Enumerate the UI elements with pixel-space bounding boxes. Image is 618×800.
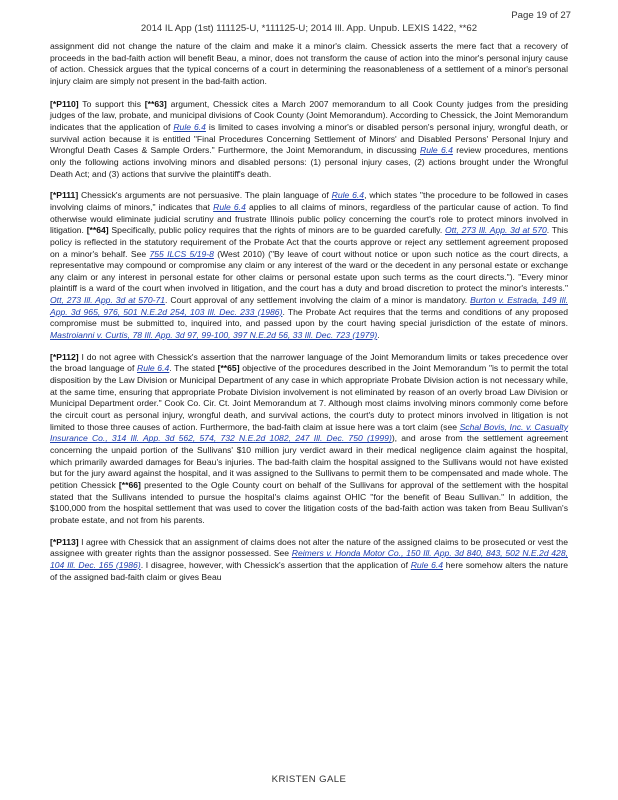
paragraph-text: I do not agree with Chessick's assertion that the narrower language of the Joint Memorandum limits or takes precedence over the broad language of (50, 351, 568, 374)
paragraph-text: argument, Chessick cites a March 2007 memorandum to all Cook County judges from the presiding judges of the law, probate, and municipal divisions of Cook County (Joint Memorandum). According to Chessick, the Joint Memorandum indicates that the application of (50, 98, 569, 132)
citation-link[interactable]: Mastroianni v. Curtis, 78 Ill. App. 3d 97, 99-100, 397 N.E.2d 56, 33 Ill. Dec. 723 (1979) (50, 330, 378, 341)
paragraph-text: Chessick's arguments are not persuasive. The plain language of (78, 190, 332, 201)
paragraph-text: . The Probate Act requires that the terms and conditions of any proposed compromise must be submitted to, inquired into, and passed upon by the court having special jurisdiction of the estate of minors. (50, 306, 568, 329)
paragraph-p112 (50, 352, 568, 527)
citation-link[interactable]: Rule 6.4 (419, 145, 453, 156)
paragraph-marker: [*P112] (50, 351, 79, 362)
paragraph-text: ), and arose from the settlement agreement concerning the unpaid portion of the Sullivans' $10 million jury verdict award in their medical negligence claim against the hospital, which primarily awarded damages for Beau's injuries. The bad-faith claim the hospital assigned to the Sullivans would not have existed but for the jury award against the hospital, and it was assigned to the Sullivans to permit them to be compensated and made whole. The petition Chessick (50, 433, 569, 490)
paragraph-p110 (50, 99, 568, 181)
footer-name: KRISTEN GALE (271, 774, 347, 785)
paragraph-text: assignment did not change the nature of the claim and make it a minor's claim. Chessick asserts the mere fact that a recovery of proceeds in the bad-faith action will benefit Beau, a minor, does not transform the cause of action into the minor's personal injury cause of action. Chessick argues that the typical concerns of a court in determining the reasonableness of a settlement of a minor's personal injury claim are simply not present in the bad-faith action. (50, 41, 568, 86)
citation-link[interactable]: Schal Bovis, Inc. v. Casualty Insurance Co., 314 Ill. App. 3d 562, 574, 732 N.E.2d 1082, 247 Ill. Dec. 750 (1999) (50, 421, 568, 444)
paragraph-text: presented to the Ogle County court on behalf of the Sullivans for approval of the settlement with the hospital stated that the Sullivans intended to pursue the hospital's claims against OHIC "for the benefit of Beau Sullivan." In addition, the $100,000 from the hospital settlement that was used to cover the litigation costs of the bad-faith action was taken from Beau Sullivan's probate estate, and not from his parents. (50, 479, 568, 525)
paragraph-text: . This policy is reflected in the statutory requirement of the Probate Act that the courts approve or reject any settlement agreement proposed on a minor's behalf. See (50, 225, 568, 259)
paragraph-marker: [*P111] (50, 190, 79, 201)
paragraph-continued (50, 41, 568, 88)
paragraph-text: applies to all claims of minors, regardless of the particular cause of action. To find otherwise would eliminate judicial scrutiny and frustrate Illinois public policy concerning the court's role to protect minors involved in litigation. (50, 201, 568, 236)
paragraph-p111 (50, 190, 568, 342)
paragraph-marker: [**63] (144, 98, 167, 109)
paragraph-p113 (50, 537, 568, 584)
paragraph-text: . Court approval of any settlement involving the claim of a minor is mandatory. (165, 295, 471, 306)
paragraph-text: is limited to cases involving a minor's or disabled person's personal injury, wrongful death, or survival action because it is entitled "Final Procedures Concerning Settlement of Minors' and Disabled Persons' Personal Injury and Wrongful Death Cases & Sample Orders." Furthermore, the Joint Memorandum, in discussing (50, 121, 568, 156)
citation-link[interactable]: Rule 6.4 (136, 363, 170, 374)
case-citation-header: 2014 IL App (1st) 111125-U, *111125-U; 2014 Ill. App. Unpub. LEXIS 1422, **62 (140, 23, 478, 34)
paragraph-text: , which states "the procedure to be followed in cases involving claims of minors," indicates that (50, 190, 568, 212)
opinion-body (50, 41, 568, 593)
citation-link[interactable]: Reimers v. Honda Motor Co., 150 Ill. App. 3d 840, 843, 502 N.E.2d 428, 104 Ill. Dec. 165 (1986) (50, 548, 568, 570)
paragraph-marker: [*P113] (50, 536, 79, 547)
paragraph-text: Specifically, public policy requires that the rights of minors are to be guarded carefully. (108, 225, 445, 236)
paragraph-text: . I disagree, however, with Chessick's assertion that the application of (140, 559, 411, 570)
citation-link[interactable]: Rule 6.4 (331, 190, 365, 201)
citation-link[interactable]: 755 ILCS 5/19-8 (149, 248, 214, 259)
paragraph-marker: [*P110] (50, 98, 79, 109)
paragraph-text: here somehow alters the nature of the assigned bad-faith claim or gives Beau (50, 559, 568, 582)
citation-link[interactable]: Burton v. Estrada, 149 Ill. App. 3d 965, 976, 501 N.E.2d 254, 103 Ill. Dec. 233 (1986) (50, 295, 568, 317)
paragraph-text: . The stated (169, 363, 218, 374)
citation-link[interactable]: Rule 6.4 (213, 201, 246, 212)
paragraph-text: objective of the procedures described in the Joint Memorandum "is to permit the total disposition by the Law Division or Municipal Department of any case in which appropriate Probate Division action is not necessary while, at the same time, ensuring that appropriate Probate Division involvement is not eliminated by reason of an overly broad Law Division or Municipal Department order." Cook Co. Cir. Ct. Joint Memorandum at 7. Although most claims involving minors commonly come before the circuit court as personal injury, wrongful death, and survival actions, the court's duty to protect minors involved in litigation is not limited to those three causes of action. Furthermore, the bad-faith claim at issue here was a tort claim (see (50, 363, 568, 432)
citation-link[interactable]: Ott, 273 Ill. App. 3d at 570 (444, 225, 547, 236)
paragraph-marker: [**66] (118, 479, 141, 490)
citation-link[interactable]: Rule 6.4 (173, 121, 206, 132)
paragraph-marker: [**65] (217, 363, 240, 374)
paragraph-text: To support this (78, 98, 145, 109)
paragraph-text: . (377, 330, 380, 341)
citation-link[interactable]: Ott, 273 Ill. App. 3d at 570-71 (50, 295, 166, 306)
page-number: Page 19 of 27 (511, 10, 571, 21)
paragraph-text: (West 2010) ("By leave of court without notice or upon such notice as the court directs, a representative may compound or compromise any claim or any interest of the ward or the decedent in any personal estate or exchange any claim or any interest in personal estate for other claims or personal estate upon such terms as the court directs."). "Every minor plaintiff is a ward of the court when involved in litigation, and the court has a duty and broad discretion to protect the minor's interests." (50, 248, 568, 294)
citation-link[interactable]: Rule 6.4 (410, 559, 444, 570)
paragraph-text: review procedures, mentions only the following actions involving minors and disabled persons: (1) personal injury cases, (2) actions brought under the Wrongful Death Act; and (3) actions that survive the plaintiff's death. (50, 145, 568, 179)
paragraph-text: I agree with Chessick that an assignment of claims does not alter the nature of the assigned claims to be prosecuted or vest the assignee with greater rights than the assignor possessed. See (50, 536, 568, 559)
paragraph-marker: [**64] (86, 225, 109, 236)
